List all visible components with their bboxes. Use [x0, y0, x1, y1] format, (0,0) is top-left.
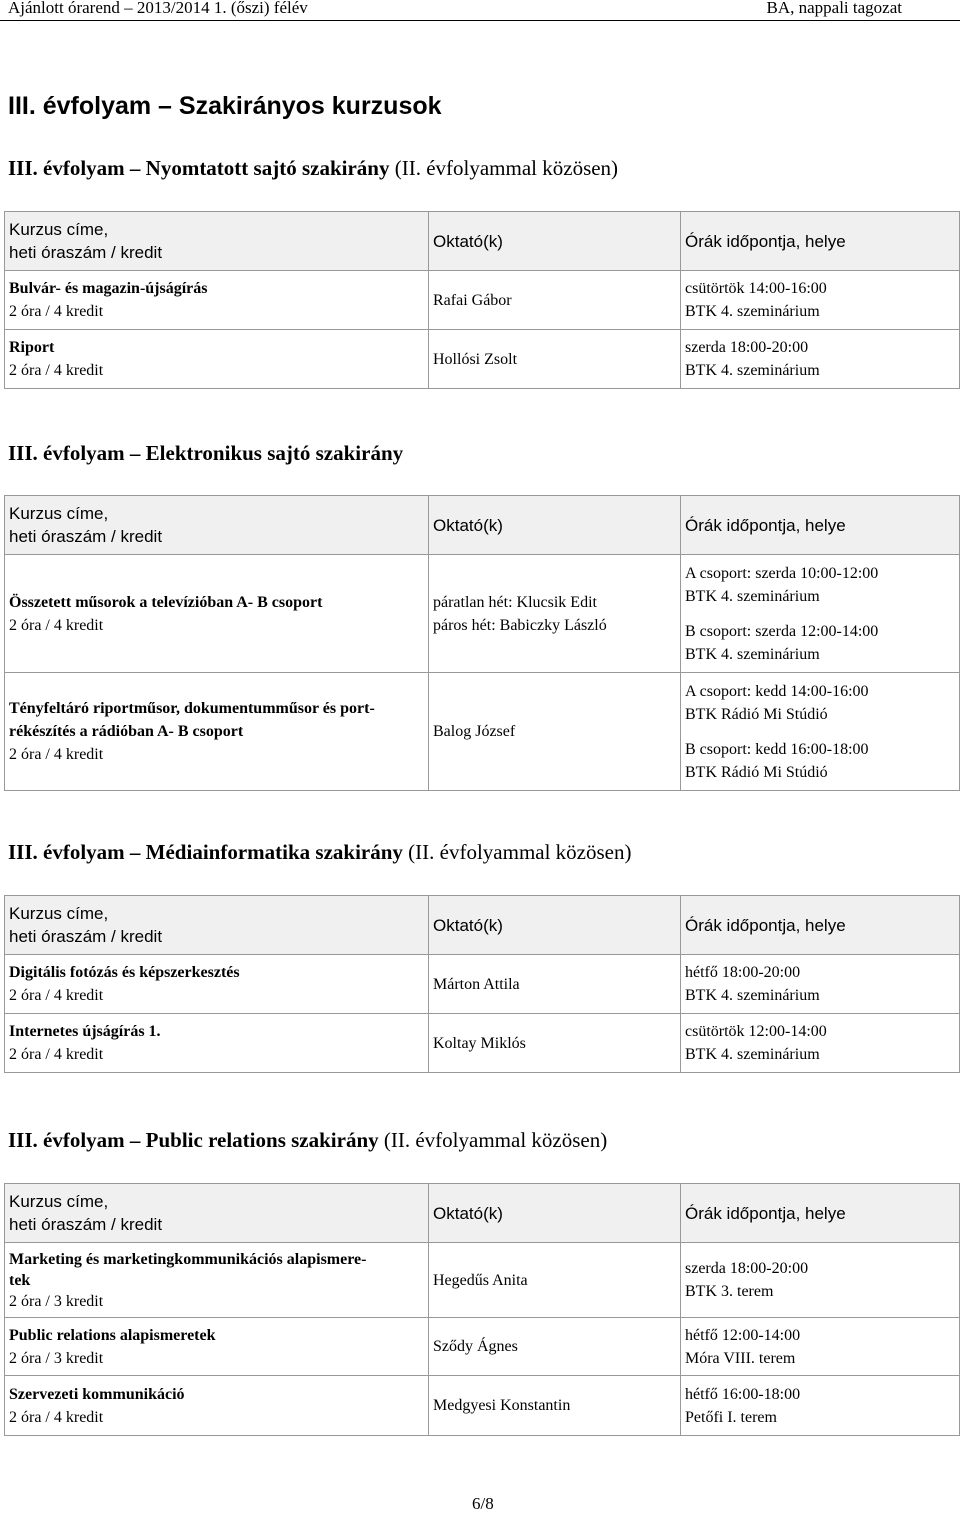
time-cell: A csoport: kedd 14:00-16:00 BTK Rádió Mi Stúdió B csoport: kedd 16:00-18:00 BTK Rádió Mi Stúdió: [681, 673, 960, 791]
table-row: [5, 1376, 960, 1436]
section-title-bold: III. évfolyam – Médiainformatika szakirány: [8, 840, 403, 864]
course-cell: Marketing és marketingkommunikációs alapismere- tek 2 óra / 3 kredit: [5, 1243, 429, 1318]
teacher-cell: Márton Attila: [429, 955, 681, 1014]
table-row: [5, 673, 960, 791]
main-title: III. évfolyam – Szakirányos kurzusok: [8, 92, 442, 120]
section-title-print: [8, 156, 618, 181]
section-title-rest: (II. évfolyammal közösen): [402, 840, 632, 864]
table-row: [5, 955, 960, 1014]
course-cell: Internetes újságírás 1. 2 óra / 4 kredit: [5, 1014, 429, 1073]
header-time: Órák időpontja, helye: [681, 1184, 960, 1243]
time-cell: szerda 18:00-20:00 BTK 3. terem: [681, 1243, 960, 1318]
table-row: [5, 555, 960, 673]
header-teacher: Oktató(k): [429, 496, 681, 555]
header-left-text: Ajánlott órarend – 2013/2014 1. (őszi) félév: [8, 0, 308, 17]
teacher-cell: Sződy Ágnes: [429, 1318, 681, 1376]
table-header-row: [5, 496, 960, 555]
teacher-cell: Koltay Miklós: [429, 1014, 681, 1073]
course-cell: Public relations alapismeretek 2 óra / 3 kredit: [5, 1318, 429, 1376]
teacher-cell: Hegedűs Anita: [429, 1243, 681, 1318]
header-course: Kurzus címe, heti óraszám / kredit: [5, 896, 429, 955]
course-cell: Összetett műsorok a televízióban A- B csoport 2 óra / 4 kredit: [5, 555, 429, 673]
teacher-cell: Medgyesi Konstantin: [429, 1376, 681, 1436]
header-teacher: Oktató(k): [429, 896, 681, 955]
section-title-electronic: [8, 441, 403, 466]
course-cell: Riport 2 óra / 4 kredit: [5, 330, 429, 389]
time-cell: hétfő 18:00-20:00 BTK 4. szeminárium: [681, 955, 960, 1014]
header-teacher: Oktató(k): [429, 212, 681, 271]
header-course: Kurzus címe, heti óraszám / kredit: [5, 1184, 429, 1243]
table-row: [5, 330, 960, 389]
table-row: [5, 1014, 960, 1073]
header-time: Órák időpontja, helye: [681, 896, 960, 955]
section-title-bold: III. évfolyam – Elektronikus sajtó szakirány: [8, 441, 404, 465]
section-title-media: [8, 840, 632, 865]
course-table-print: [4, 211, 960, 389]
header-course: Kurzus címe, heti óraszám / kredit: [5, 496, 429, 555]
page-number: 6/8: [472, 1494, 494, 1513]
time-cell: A csoport: szerda 10:00-12:00 BTK 4. szeminárium B csoport: szerda 12:00-14:00 BTK 4. szeminárium: [681, 555, 960, 673]
table-header-row: [5, 1184, 960, 1243]
header-time: Órák időpontja, helye: [681, 496, 960, 555]
teacher-cell: Balog József: [429, 673, 681, 791]
table-row: [5, 271, 960, 330]
header-teacher: Oktató(k): [429, 1184, 681, 1243]
header-course: Kurzus címe, heti óraszám / kredit: [5, 212, 429, 271]
table-row: [5, 1243, 960, 1318]
header-time: Órák időpontja, helye: [681, 212, 960, 271]
course-table-media: [4, 895, 960, 1073]
course-cell: Szervezeti kommunikáció 2 óra / 4 kredit: [5, 1376, 429, 1436]
teacher-cell: Rafai Gábor: [429, 271, 681, 330]
section-title-rest: (II. évfolyammal közösen): [389, 156, 619, 180]
time-cell: hétfő 16:00-18:00 Petőfi I. terem: [681, 1376, 960, 1436]
section-title-pr: [8, 1128, 607, 1153]
section-title-rest: (II. évfolyammal közösen): [378, 1128, 608, 1152]
course-table-electronic: [4, 495, 960, 791]
page-header: [0, 0, 960, 20]
course-cell: Digitális fotózás és képszerkesztés 2 óra / 4 kredit: [5, 955, 429, 1014]
time-cell: csütörtök 12:00-14:00 BTK 4. szeminárium: [681, 1014, 960, 1073]
time-cell: szerda 18:00-20:00 BTK 4. szeminárium: [681, 330, 960, 389]
time-cell: csütörtök 14:00-16:00 BTK 4. szeminárium: [681, 271, 960, 330]
course-table-pr: [4, 1183, 960, 1436]
table-header-row: [5, 896, 960, 955]
table-row: [5, 1318, 960, 1376]
time-cell: hétfő 12:00-14:00 Móra VIII. terem: [681, 1318, 960, 1376]
header-right-text: BA, nappali tagozat: [766, 0, 902, 17]
table-header-row: [5, 212, 960, 271]
course-cell: Tényfeltáró riportműsor, dokumentumműsor és port- rékészítés a rádióban A- B csoport 2 óra / 4 kredit: [5, 673, 429, 791]
section-title-bold: III. évfolyam – Public relations szakirány: [8, 1128, 379, 1152]
course-cell: Bulvár- és magazin-újságírás 2 óra / 4 kredit: [5, 271, 429, 330]
teacher-cell: Hollósi Zsolt: [429, 330, 681, 389]
section-title-bold: III. évfolyam – Nyomtatott sajtó szakirány: [8, 156, 390, 180]
header-rule: [0, 20, 960, 21]
teacher-cell: páratlan hét: Klucsik Edit páros hét: Babiczky László: [429, 555, 681, 673]
